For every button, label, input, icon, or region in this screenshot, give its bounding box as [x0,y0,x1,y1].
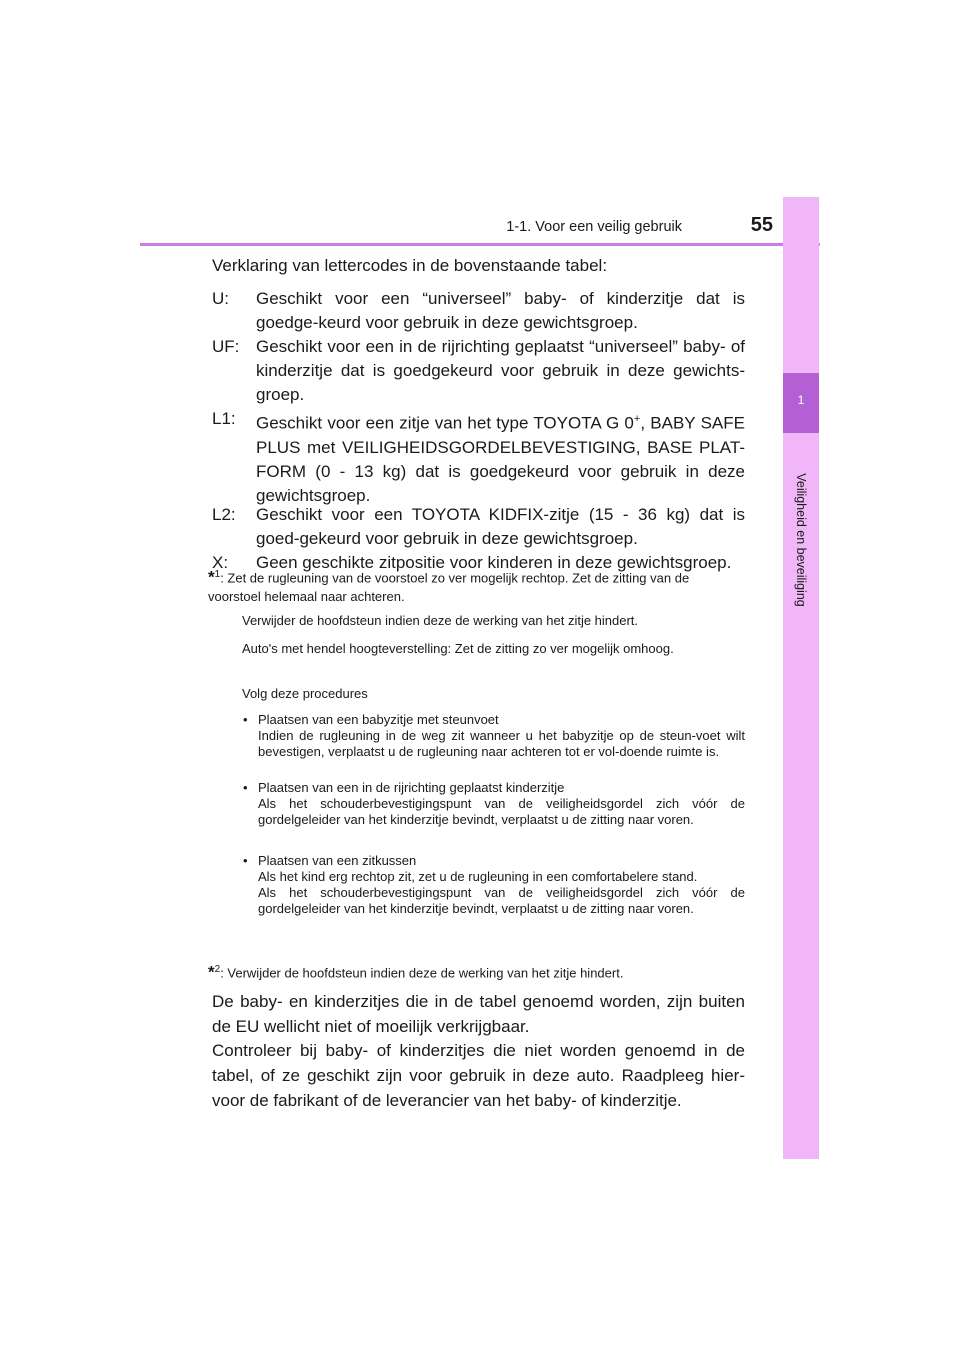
intro-text: Verklaring van lettercodes in de bovenstaande tabel: [212,256,608,275]
definition-uf [212,335,745,407]
chapter-label: Veiligheid en beveiliging [794,473,808,607]
definition-sup: + [633,413,641,425]
definition-u [212,287,745,335]
chapter-number: 1 [797,393,805,407]
definition-text-part: Geschikt voor een zitje van het type TOYOTA G 0 [256,413,634,433]
footnote-text: : Zet de rugleuning van de voorstoel zo ver mogelijk rechtop. Zet de zitting van de voorstoel helemaal naar achteren. [208,570,690,604]
list-item-text: Indien de rugleuning in de weg zit wanneer u het babyzitje op de steun-voet wilt bevestigen, verplaatst u de rugleuning naar achteren tot er vol-doende ruimte is. [258,728,745,759]
list-item [243,780,745,828]
definition-text: Geschikt voor een TOYOTA KIDFIX-zitje (15 - 36 kg) dat is goed-gekeurd voor gebruik in deze gewichtsgroep. [256,505,745,548]
definition-code: U: [212,289,229,308]
footnote-number: 2 [214,964,221,975]
footnote-text: : Verwijder de hoofdsteun indien deze de werking van het zitje hindert. [220,965,624,981]
footnote-1-line: Verwijder de hoofdsteun indien deze de werking van het zitje hindert. [242,613,639,628]
list-item-text: Als het schouderbevestigingspunt van de veiligheidsgordel zich vóór de gordelgeleider van het kinderzitje bevindt, verplaatst u de zitting naar voren. [258,885,745,916]
bullet-glyph: • [243,780,248,795]
definition-code: X: [212,553,229,572]
bullet-glyph: • [243,712,248,727]
definition-text: Geschikt voor een “universeel” baby- of kinderzitje dat is goedge-keurd voor gebruik in deze gewichtsgroep. [256,289,745,332]
definition-l1 [212,407,745,508]
definition-text: Geen geschikte zitpositie voor kinderen in deze gewichtsgroep. [256,553,732,572]
section-title: 1-1. Voor een veilig gebruik [506,219,682,235]
bullet-glyph: • [243,853,248,868]
header-rule [140,243,820,246]
definition-text: Geschikt voor een in de rijrichting geplaatst “universeel” baby- of kinderzitje dat is goedgekeurd voor gebruik in deze gewichts-groep. [256,337,745,404]
definition-code: L2: [212,505,236,524]
footnote-2 [208,961,745,983]
footnote-1-line: Volg deze procedures [242,686,368,701]
page-number: 55 [750,214,773,236]
list-item-title: Plaatsen van een in de rijrichting geplaatst kinderzitje [258,780,565,795]
definition-code: UF: [212,337,240,356]
list-item [243,712,745,760]
definition-text [256,407,745,508]
list-item-text: Als het kind erg rechtop zit, zet u de rugleuning in een comfortabelere stand. [258,869,698,884]
body-paragraph: De baby- en kinderzitjes die in de tabel genoemd worden, zijn buiten de EU wellicht niet of moeilijk verkrijgbaar. [212,992,745,1036]
footnote-star: * [208,962,215,982]
footnote-number: 1 [214,569,221,580]
definition-text-part: , BABY SAFE PLUS met VEILIGHEIDSGORDELBEVESTIGING, BASE PLAT-FORM (0 - 13 kg) dat is goedgekeurd voor gebruik in deze gewichtsgroep. [256,413,745,505]
list-item-title: Plaatsen van een babyzitje met steunvoet [258,712,499,727]
footnote-star: * [208,567,215,587]
chapter-side-tab [783,197,819,1159]
body-paragraph: Controleer bij baby- of kinderzitjes die niet worden genoemd in de tabel, of ze geschikt zijn voor gebruik in deze auto. Raadpleeg hier-voor de fabrikant of de leverancier van het baby- of kinderzitje. [212,1041,745,1110]
footnote-1 [208,566,745,606]
definition-code: L1: [212,409,236,428]
list-item [243,853,745,917]
definition-l2 [212,503,745,551]
footnote-1-line: Auto's met hendel hoogteverstelling: Zet de zitting zo ver mogelijk omhoog. [242,641,674,656]
list-item-text: Als het schouderbevestigingspunt van de veiligheidsgordel zich vóór de gordelgeleider van het kinderzitje bevindt, verplaatst u de zitting naar voren. [258,796,745,827]
list-item-title: Plaatsen van een zitkussen [258,853,417,868]
